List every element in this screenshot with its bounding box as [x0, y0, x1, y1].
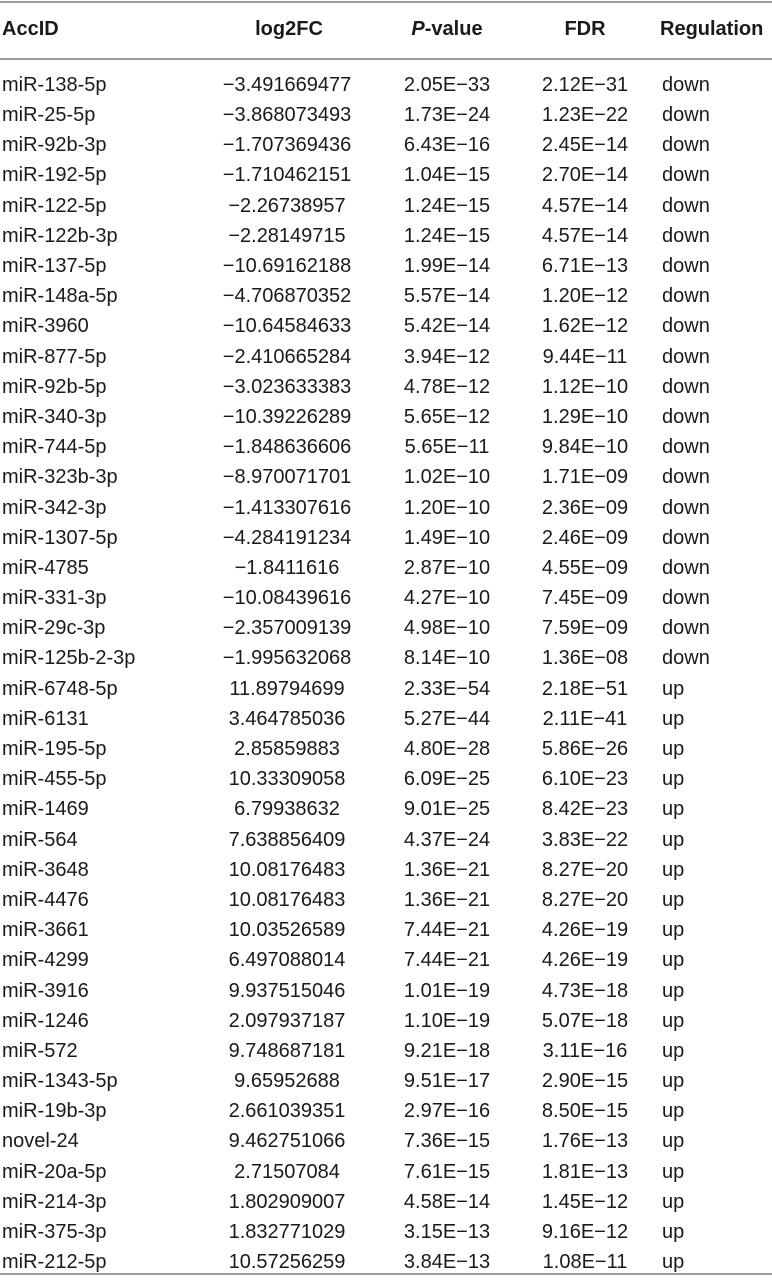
cell-regulation: down [662, 436, 710, 459]
cell-accid: miR-455-5p [2, 768, 107, 791]
header-accid: AccID [2, 18, 59, 40]
cell-accid: miR-122-5p [2, 194, 107, 217]
cell-accid: miR-4299 [2, 949, 89, 972]
cell-accid: miR-744-5p [2, 436, 107, 459]
cell-fdr: 1.45E−12 [541, 1190, 629, 1213]
cell-pvalue: 4.37E−24 [403, 828, 491, 851]
header-fdr: FDR [564, 18, 606, 40]
cell-fdr: 2.90E−15 [541, 1070, 629, 1093]
cell-regulation: down [662, 405, 710, 428]
cell-fdr: 2.45E−14 [541, 134, 629, 157]
cell-fdr: 3.11E−16 [542, 1039, 628, 1062]
cell-fdr: 9.44E−11 [542, 345, 628, 368]
cell-accid: miR-195-5p [2, 738, 107, 761]
cell-fdr: 4.26E−19 [541, 919, 629, 942]
cell-accid: miR-192-5p [2, 164, 107, 187]
table-header [0, 0, 772, 59]
table-row [0, 794, 772, 824]
table-row [0, 311, 772, 341]
table-row [0, 553, 772, 583]
header-pvalue-italic: P [411, 18, 425, 40]
cell-pvalue: 1.04E−15 [403, 164, 491, 187]
cell-regulation: up [662, 738, 685, 761]
cell-log2fc: −1.8411616 [234, 556, 340, 579]
cell-pvalue: 1.02E−10 [403, 466, 491, 489]
cell-regulation: up [662, 1160, 685, 1183]
cell-log2fc: −2.26738957 [228, 194, 346, 217]
cell-pvalue: 1.99E−14 [403, 255, 491, 278]
cell-fdr: 8.42E−23 [541, 798, 629, 821]
cell-pvalue: 1.73E−24 [403, 104, 491, 127]
cell-accid: miR-3648 [2, 858, 89, 881]
cell-log2fc: 6.79938632 [234, 798, 340, 821]
table-row [0, 432, 772, 462]
cell-accid: miR-4785 [2, 556, 89, 579]
header-log2fc: log2FC [255, 18, 323, 40]
cell-accid: miR-1343-5p [2, 1070, 118, 1093]
cell-pvalue: 1.24E−15 [403, 194, 491, 217]
cell-log2fc: 6.497088014 [228, 949, 346, 972]
cell-accid: miR-3960 [2, 315, 89, 338]
cell-fdr: 2.11E−41 [542, 707, 628, 730]
cell-log2fc: −10.08439616 [222, 587, 352, 610]
cell-pvalue: 4.78E−12 [403, 375, 491, 398]
cell-log2fc: 9.748687181 [228, 1039, 346, 1062]
cell-pvalue: 1.20E−10 [403, 496, 491, 519]
cell-regulation: down [662, 164, 710, 187]
table-row [0, 975, 772, 1005]
cell-pvalue: 7.44E−21 [403, 949, 491, 972]
cell-log2fc: 10.03526589 [228, 919, 346, 942]
cell-accid: miR-877-5p [2, 345, 107, 368]
table-row [0, 221, 772, 251]
table-row [0, 1006, 772, 1036]
cell-log2fc: −8.970071701 [222, 466, 352, 489]
table-row [0, 734, 772, 764]
cell-accid: miR-340-3p [2, 405, 107, 428]
table-row [0, 855, 772, 885]
cell-log2fc: −3.491669477 [222, 74, 352, 96]
table-row [0, 1217, 772, 1247]
cell-pvalue: 2.33E−54 [403, 677, 491, 700]
header-regulation: Regulation [660, 18, 764, 40]
table-row [0, 492, 772, 522]
cell-pvalue: 7.44E−21 [403, 919, 491, 942]
table-row [0, 643, 772, 673]
cell-accid: miR-92b-3p [2, 134, 107, 157]
cell-log2fc: 2.097937187 [228, 1009, 346, 1032]
cell-regulation: down [662, 315, 710, 338]
cell-accid: miR-1246 [2, 1009, 89, 1032]
cell-fdr: 4.57E−14 [541, 194, 629, 217]
table-body [0, 59, 772, 1277]
cell-fdr: 2.12E−31 [541, 74, 629, 96]
cell-pvalue: 5.57E−14 [403, 285, 491, 308]
table-row [0, 1247, 772, 1277]
cell-accid: miR-92b-5p [2, 375, 107, 398]
cell-log2fc: 9.65952688 [234, 1070, 340, 1093]
cell-regulation: down [662, 285, 710, 308]
cell-accid: miR-342-3p [2, 496, 107, 519]
cell-regulation: up [662, 768, 685, 791]
cell-regulation: up [662, 1251, 685, 1274]
cell-fdr: 1.20E−12 [541, 285, 629, 308]
table-row [0, 523, 772, 553]
cell-pvalue: 7.36E−15 [403, 1130, 491, 1153]
cell-log2fc: 9.937515046 [228, 979, 346, 1002]
cell-pvalue: 6.09E−25 [403, 768, 491, 791]
cell-regulation: up [662, 858, 685, 881]
cell-fdr: 3.83E−22 [541, 828, 629, 851]
cell-regulation: up [662, 1009, 685, 1032]
cell-regulation: down [662, 587, 710, 610]
cell-regulation: down [662, 134, 710, 157]
cell-regulation: down [662, 466, 710, 489]
cell-fdr: 5.86E−26 [541, 738, 629, 761]
table-row [0, 100, 772, 130]
cell-fdr: 2.18E−51 [541, 677, 629, 700]
cell-pvalue: 2.05E−33 [403, 74, 491, 96]
cell-log2fc: 2.85859883 [234, 738, 340, 761]
cell-accid: miR-19b-3p [2, 1100, 107, 1123]
table-row [0, 1036, 772, 1066]
cell-log2fc: 1.802909007 [228, 1190, 346, 1213]
cell-pvalue: 1.49E−10 [403, 526, 491, 549]
table-row [0, 1096, 772, 1126]
cell-log2fc: −1.710462151 [222, 164, 352, 187]
cell-fdr: 9.84E−10 [541, 436, 629, 459]
table-row [0, 885, 772, 915]
cell-regulation: down [662, 647, 710, 670]
cell-fdr: 1.29E−10 [541, 405, 629, 428]
header-pvalue [380, 0, 514, 59]
cell-pvalue: 3.15E−13 [403, 1221, 491, 1244]
cell-fdr: 4.55E−09 [541, 556, 629, 579]
cell-pvalue: 7.61E−15 [403, 1160, 491, 1183]
cell-fdr: 7.45E−09 [541, 587, 629, 610]
table-row [0, 1066, 772, 1096]
cell-pvalue: 6.43E−16 [403, 134, 491, 157]
table-row [0, 342, 772, 372]
cell-pvalue: 1.24E−15 [403, 224, 491, 247]
cell-log2fc: −2.357009139 [222, 617, 352, 640]
cell-fdr: 1.81E−13 [541, 1160, 629, 1183]
cell-fdr: 4.57E−14 [541, 224, 629, 247]
cell-fdr: 2.36E−09 [541, 496, 629, 519]
cell-pvalue: 9.01E−25 [403, 798, 491, 821]
cell-fdr: 8.50E−15 [541, 1100, 629, 1123]
cell-fdr: 1.08E−11 [542, 1251, 628, 1274]
cell-log2fc: 11.89794699 [229, 677, 345, 700]
cell-accid: miR-572 [2, 1039, 78, 1062]
table-row [0, 915, 772, 945]
cell-regulation: up [662, 828, 685, 851]
cell-accid: miR-3661 [2, 919, 89, 942]
cell-log2fc: 10.08176483 [228, 858, 346, 881]
cell-accid: miR-212-5p [2, 1251, 107, 1274]
cell-accid: miR-137-5p [2, 255, 107, 278]
cell-regulation: up [662, 919, 685, 942]
cell-log2fc: 3.464785036 [228, 707, 346, 730]
cell-pvalue: 5.27E−44 [403, 707, 491, 730]
cell-regulation: up [662, 979, 685, 1002]
cell-log2fc: 2.661039351 [228, 1100, 346, 1123]
cell-accid: miR-6748-5p [2, 677, 118, 700]
table-row [0, 160, 772, 190]
cell-fdr: 2.46E−09 [541, 526, 629, 549]
cell-pvalue: 3.94E−12 [403, 345, 491, 368]
cell-fdr: 6.10E−23 [541, 768, 629, 791]
cell-pvalue: 9.51E−17 [403, 1070, 491, 1093]
cell-pvalue: 4.98E−10 [403, 617, 491, 640]
cell-pvalue: 1.10E−19 [403, 1009, 491, 1032]
cell-log2fc: −4.284191234 [222, 526, 352, 549]
table-row [0, 1187, 772, 1217]
table-row [0, 130, 772, 160]
cell-log2fc: 7.638856409 [228, 828, 346, 851]
cell-accid: miR-1307-5p [2, 526, 118, 549]
cell-pvalue: 9.21E−18 [403, 1039, 491, 1062]
cell-fdr: 1.12E−10 [541, 375, 629, 398]
cell-pvalue: 5.42E−14 [403, 315, 491, 338]
cell-regulation: up [662, 888, 685, 911]
cell-accid: miR-125b-2-3p [2, 647, 136, 670]
table-row [0, 1126, 772, 1156]
cell-log2fc: −1.413307616 [222, 496, 352, 519]
cell-regulation: down [662, 224, 710, 247]
cell-fdr: 1.23E−22 [541, 104, 629, 127]
cell-log2fc: −1.707369436 [222, 134, 352, 157]
table-row [0, 613, 772, 643]
cell-fdr: 5.07E−18 [541, 1009, 629, 1032]
cell-fdr: 4.73E−18 [541, 979, 629, 1002]
cell-accid: miR-564 [2, 828, 78, 851]
cell-log2fc: −1.995632068 [222, 647, 352, 670]
header-row [0, 0, 772, 59]
cell-log2fc: −10.39226289 [222, 405, 352, 428]
cell-pvalue: 1.36E−21 [403, 858, 491, 881]
cell-regulation: up [662, 1221, 685, 1244]
table-row [0, 281, 772, 311]
cell-accid: miR-323b-3p [2, 466, 118, 489]
cell-accid: miR-4476 [2, 888, 89, 911]
cell-fdr: 7.59E−09 [541, 617, 629, 640]
cell-pvalue: 5.65E−11 [404, 436, 490, 459]
cell-log2fc: 10.33309058 [228, 768, 346, 791]
cell-fdr: 8.27E−20 [541, 888, 629, 911]
cell-fdr: 9.16E−12 [541, 1221, 629, 1244]
cell-regulation: up [662, 707, 685, 730]
cell-log2fc: 2.71507084 [234, 1160, 340, 1183]
cell-regulation: up [662, 1100, 685, 1123]
cell-fdr: 1.76E−13 [541, 1130, 629, 1153]
cell-log2fc: −2.410665284 [222, 345, 352, 368]
cell-regulation: up [662, 798, 685, 821]
cell-pvalue: 4.80E−28 [403, 738, 491, 761]
cell-accid: miR-138-5p [2, 74, 107, 96]
cell-accid: miR-148a-5p [2, 285, 118, 308]
cell-regulation: down [662, 194, 710, 217]
cell-regulation: up [662, 1039, 685, 1062]
cell-log2fc: −2.28149715 [228, 224, 346, 247]
cell-regulation: down [662, 526, 710, 549]
cell-regulation: down [662, 104, 710, 127]
cell-accid: miR-3916 [2, 979, 89, 1002]
cell-pvalue: 5.65E−12 [403, 405, 491, 428]
cell-log2fc: 9.462751066 [228, 1130, 346, 1153]
cell-regulation: down [662, 617, 710, 640]
cell-fdr: 4.26E−19 [541, 949, 629, 972]
cell-fdr: 8.27E−20 [541, 858, 629, 881]
table-row [0, 59, 772, 100]
table-row [0, 704, 772, 734]
table-row [0, 462, 772, 492]
table-row [0, 825, 772, 855]
cell-fdr: 1.62E−12 [541, 315, 629, 338]
cell-fdr: 1.36E−08 [541, 647, 629, 670]
cell-fdr: 2.70E−14 [541, 164, 629, 187]
cell-regulation: up [662, 1070, 685, 1093]
cell-log2fc: −3.868073493 [222, 104, 352, 127]
table-row [0, 1157, 772, 1187]
cell-regulation: down [662, 375, 710, 398]
cell-regulation: down [662, 556, 710, 579]
cell-log2fc: 1.832771029 [228, 1221, 346, 1244]
cell-log2fc: −10.64584633 [222, 315, 352, 338]
cell-pvalue: 2.97E−16 [403, 1100, 491, 1123]
cell-accid: miR-29c-3p [2, 617, 106, 640]
cell-regulation: up [662, 1130, 685, 1153]
cell-regulation: up [662, 949, 685, 972]
cell-regulation: down [662, 496, 710, 519]
table-row [0, 402, 772, 432]
cell-pvalue: 4.27E−10 [403, 587, 491, 610]
cell-accid: novel-24 [2, 1130, 79, 1153]
cell-log2fc: −4.706870352 [222, 285, 352, 308]
cell-accid: miR-331-3p [2, 587, 107, 610]
cell-fdr: 1.71E−09 [541, 466, 629, 489]
cell-accid: miR-20a-5p [2, 1160, 107, 1183]
cell-pvalue: 2.87E−10 [403, 556, 491, 579]
cell-pvalue: 1.36E−21 [403, 888, 491, 911]
cell-regulation: down [662, 255, 710, 278]
cell-regulation: down [662, 74, 710, 96]
cell-accid: miR-122b-3p [2, 224, 118, 247]
table-row [0, 945, 772, 975]
cell-accid: miR-25-5p [2, 104, 96, 127]
cell-accid: miR-214-3p [2, 1190, 107, 1213]
cell-accid: miR-1469 [2, 798, 89, 821]
cell-accid: miR-6131 [2, 707, 89, 730]
table-row [0, 251, 772, 281]
cell-log2fc: 10.08176483 [228, 888, 346, 911]
table-row [0, 191, 772, 221]
cell-log2fc: 10.57256259 [228, 1251, 346, 1274]
cell-pvalue: 8.14E−10 [403, 647, 491, 670]
table-row [0, 583, 772, 613]
cell-log2fc: −1.848636606 [222, 436, 352, 459]
cell-regulation: up [662, 1190, 685, 1213]
table-row [0, 764, 772, 794]
table-row [0, 674, 772, 704]
cell-regulation: up [662, 677, 685, 700]
header-pvalue-rest: -value [424, 18, 483, 40]
cell-pvalue: 3.84E−13 [403, 1251, 491, 1274]
cell-log2fc: −10.69162188 [222, 255, 352, 278]
cell-pvalue: 4.58E−14 [403, 1190, 491, 1213]
cell-pvalue: 1.01E−19 [403, 979, 491, 1002]
cell-fdr: 6.71E−13 [541, 255, 629, 278]
cell-log2fc: −3.023633383 [222, 375, 352, 398]
cell-accid: miR-375-3p [2, 1221, 107, 1244]
cell-regulation: down [662, 345, 710, 368]
table-row [0, 372, 772, 402]
